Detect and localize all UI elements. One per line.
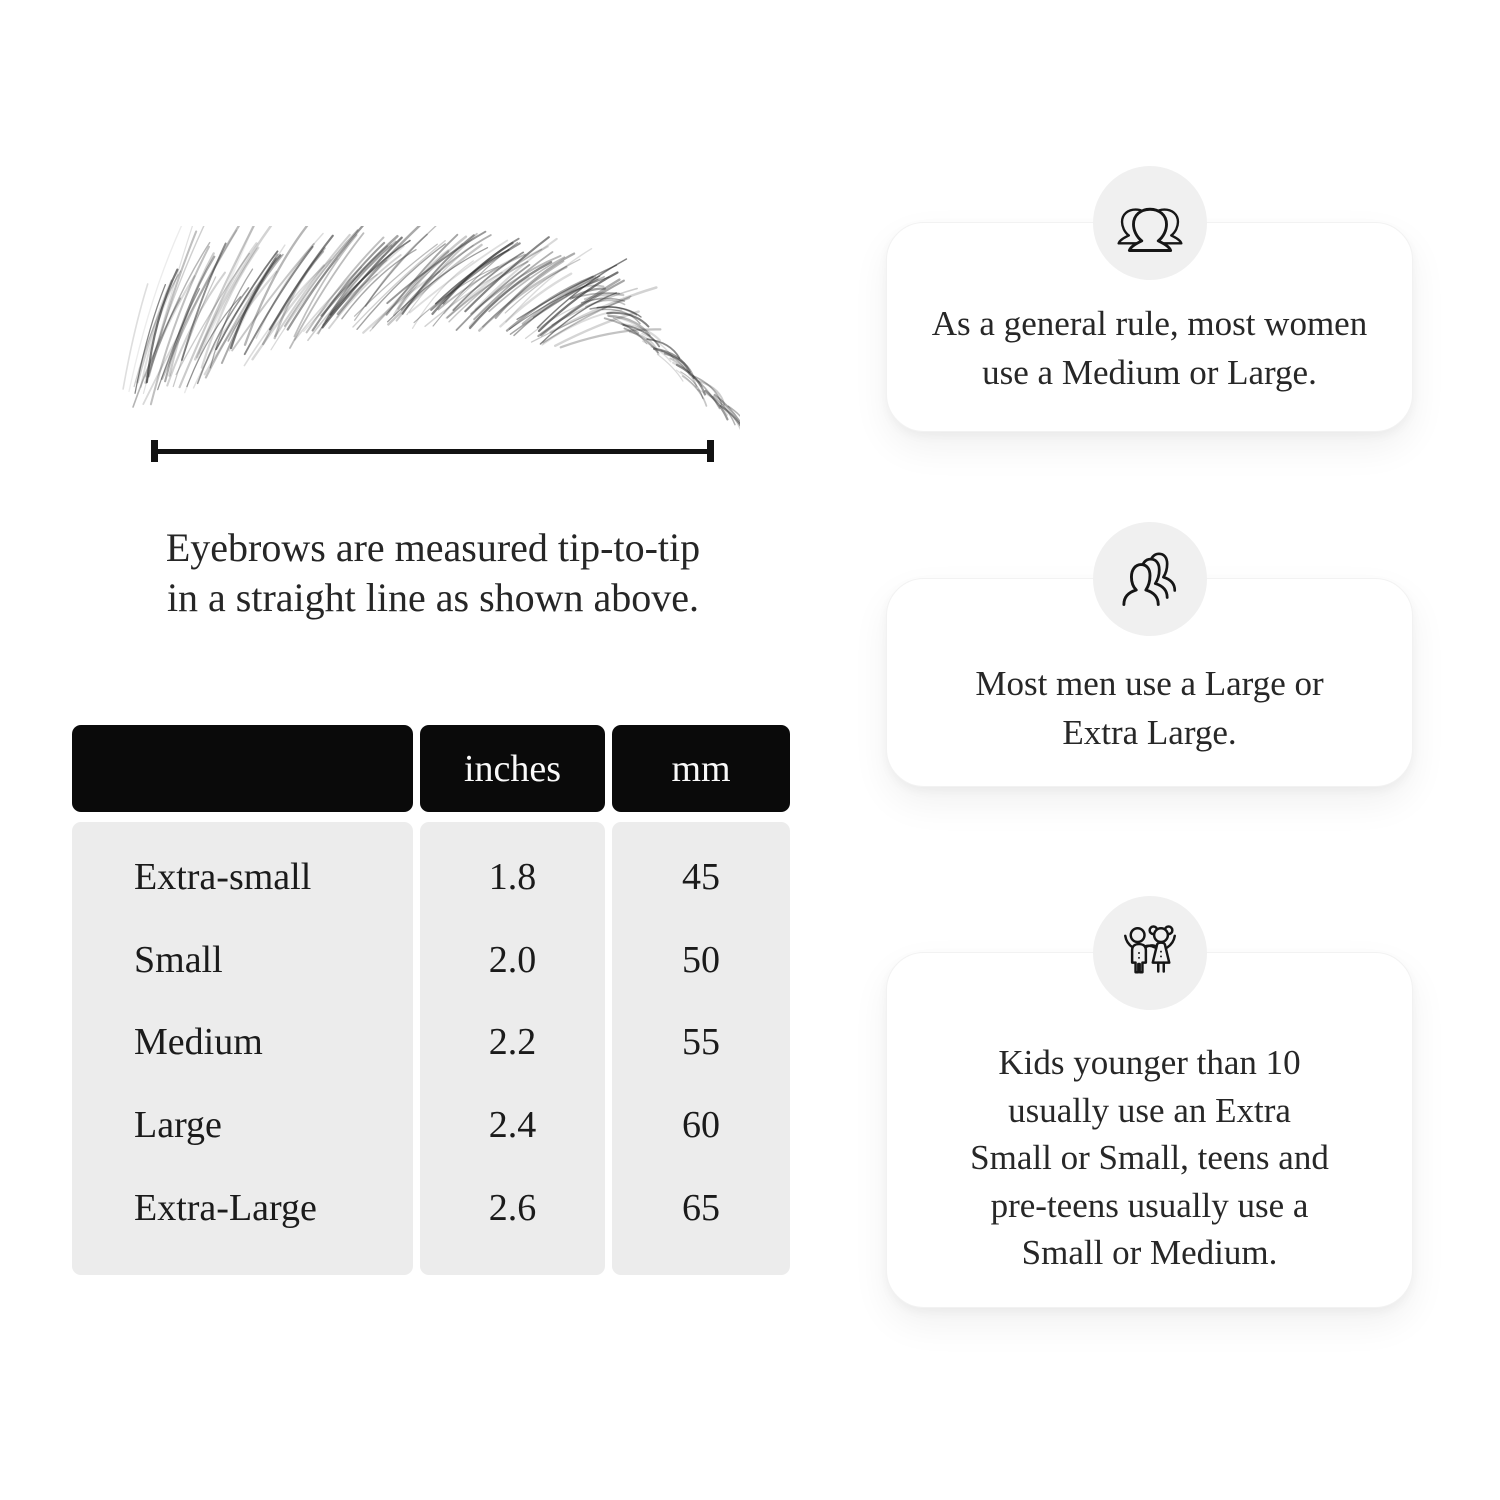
tip-line: Kids younger than 10 xyxy=(998,1043,1301,1082)
table-row-label: Large xyxy=(134,1104,222,1147)
measurement-caption-line1: Eyebrows are measured tip-to-tip xyxy=(165,525,701,570)
tip-card-women-badge xyxy=(1093,166,1207,280)
size-table-mm-column xyxy=(612,822,790,1275)
tip-line: pre-teens usually use a xyxy=(990,1185,1309,1225)
tip-line: use a Medium or Large. xyxy=(982,353,1317,392)
size-table-label-column xyxy=(72,822,413,1275)
table-cell-inches: 2.4 xyxy=(488,1104,537,1147)
size-table xyxy=(72,725,790,1275)
table-cell-mm: 55 xyxy=(682,1021,720,1064)
table-cell-inches: 2.0 xyxy=(488,938,537,981)
eyebrow-illustration xyxy=(118,226,740,436)
size-table-header xyxy=(72,725,790,812)
tip-card-women-text xyxy=(909,299,1390,397)
tip-line: Extra Large. xyxy=(1062,713,1237,752)
tip-card-men-text xyxy=(909,659,1390,757)
tip-card-kids xyxy=(886,952,1413,1308)
men-group-icon xyxy=(1117,546,1183,612)
tip-card-kids-text xyxy=(909,1039,1390,1277)
table-cell-mm: 65 xyxy=(682,1186,720,1229)
tip-line: Most men use a Large or xyxy=(975,664,1324,703)
measurement-line-right-cap xyxy=(707,440,714,462)
tip-line: usually use an Extra xyxy=(1008,1090,1291,1130)
table-row-label: Small xyxy=(134,938,223,981)
table-cell-mm: 45 xyxy=(682,856,720,899)
size-table-header-mm: mm xyxy=(612,725,790,812)
table-cell-mm: 50 xyxy=(682,938,720,981)
table-row-label: Extra-small xyxy=(134,856,312,899)
women-group-icon xyxy=(1117,190,1183,256)
measurement-caption xyxy=(95,523,771,623)
measurement-line-bar xyxy=(153,449,712,454)
table-row-label: Medium xyxy=(134,1021,263,1064)
size-table-header-inches: inches xyxy=(420,725,605,812)
size-table-body xyxy=(72,822,790,1275)
table-row-label: Extra-Large xyxy=(134,1186,317,1229)
tip-line: Small or Medium. xyxy=(1021,1233,1278,1272)
table-cell-mm: 60 xyxy=(682,1104,720,1147)
size-table-header-blank xyxy=(72,725,413,812)
eyebrow-drawing xyxy=(118,226,740,436)
measurement-caption-line2: in a straight line as shown above. xyxy=(166,575,700,620)
measurement-line xyxy=(151,440,714,462)
size-table-inches-column xyxy=(420,822,605,1275)
tip-card-women xyxy=(886,222,1413,432)
tip-line: Small or Small, teens and xyxy=(970,1138,1329,1177)
table-cell-inches: 1.8 xyxy=(488,856,537,899)
tip-card-men-badge xyxy=(1093,522,1207,636)
table-cell-inches: 2.2 xyxy=(488,1021,537,1064)
children-icon xyxy=(1117,920,1183,986)
table-cell-inches: 2.6 xyxy=(488,1186,537,1229)
tip-card-kids-badge xyxy=(1093,896,1207,1010)
tip-line: As a general rule, most women xyxy=(931,304,1368,343)
tip-card-men xyxy=(886,578,1413,787)
